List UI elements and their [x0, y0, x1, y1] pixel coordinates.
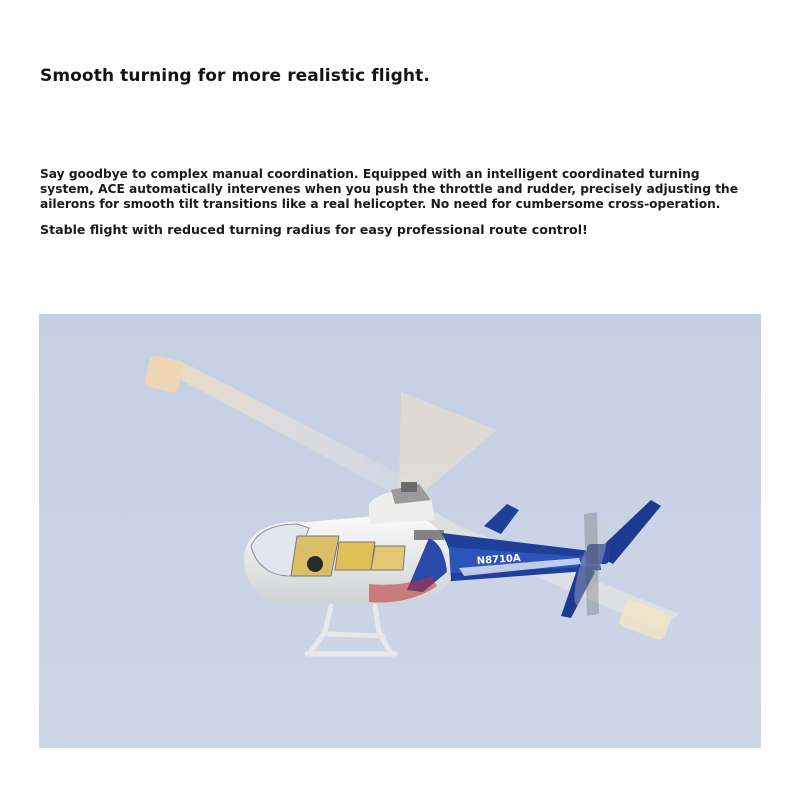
helicopter-photo [39, 314, 761, 748]
description-block [40, 167, 740, 237]
tagline: Stable flight with reduced turning radius for easy professional route control! [40, 221, 588, 237]
registration-text: N8710A [476, 552, 522, 567]
description-paragraph: Say goodbye to complex manual coordination. Equipped with an intelligent coordinated turning system, ACE automatically intervenes when you push the throttle and rudder, precisely adjusting the ailerons for smooth tilt transitions like a real helicopter. No need for cumbersome cross-operation. [40, 167, 738, 212]
page-heading: Smooth turning for more realistic flight. [40, 66, 430, 86]
